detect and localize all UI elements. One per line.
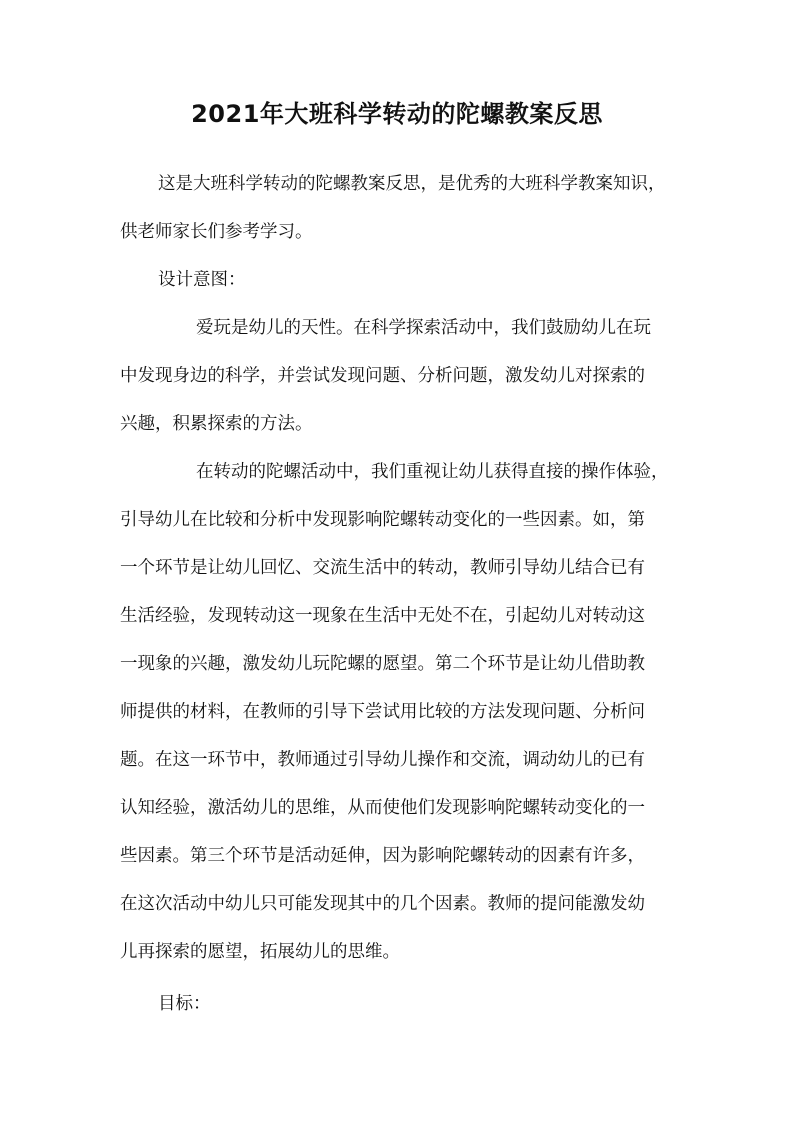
paragraph-line: 师提供的材料，在教师的引导下尝试用比较的方法发现问题、分析问 — [120, 702, 645, 722]
paragraph-line: 爱玩是幼儿的天性。在科学探索活动中，我们鼓励幼儿在玩 — [196, 318, 651, 338]
paragraph-line: 儿再探索的愿望，拓展幼儿的思维。 — [120, 942, 400, 962]
document-title: 2021年大班科学转动的陀螺教案反思 — [191, 100, 603, 128]
paragraph-line: 供老师家长们参考学习。 — [120, 222, 313, 242]
paragraph-line: 一现象的兴趣，激发幼儿玩陀螺的愿望。第二个环节是让幼儿借助教 — [120, 654, 645, 674]
paragraph-line: 在这次活动中幼儿只可能发现其中的几个因素。教师的提问能激发幼 — [120, 894, 645, 914]
paragraph-line: 这是大班科学转动的陀螺教案反思，是优秀的大班科学教案知识， — [158, 174, 666, 194]
section-heading: 设计意图： — [158, 270, 246, 290]
paragraph-line: 兴趣，积累探索的方法。 — [120, 414, 313, 434]
paragraph-line: 中发现身边的科学，并尝试发现问题、分析问题，激发幼儿对探索的 — [120, 366, 645, 386]
paragraph-line: 一个环节是让幼儿回忆、交流生活中的转动，教师引导幼儿结合已有 — [120, 558, 645, 578]
paragraph-line: 生活经验，发现转动这一现象在生活中无处不在，引起幼儿对转动这 — [120, 606, 645, 626]
paragraph-line: 在转动的陀螺活动中，我们重视让幼儿获得直接的操作体验， — [196, 462, 669, 482]
paragraph-line: 认知经验，激活幼儿的思维，从而使他们发现影响陀螺转动变化的一 — [120, 798, 645, 818]
paragraph-line: 些因素。第三个环节是活动延伸，因为影响陀螺转动的因素有许多， — [120, 846, 645, 866]
section-heading: 目标： — [158, 994, 211, 1014]
paragraph-line: 题。在这一环节中，教师通过引导幼儿操作和交流，调动幼儿的已有 — [120, 750, 645, 770]
paragraph-line: 引导幼儿在比较和分析中发现影响陀螺转动变化的一些因素。如，第 — [120, 510, 645, 530]
